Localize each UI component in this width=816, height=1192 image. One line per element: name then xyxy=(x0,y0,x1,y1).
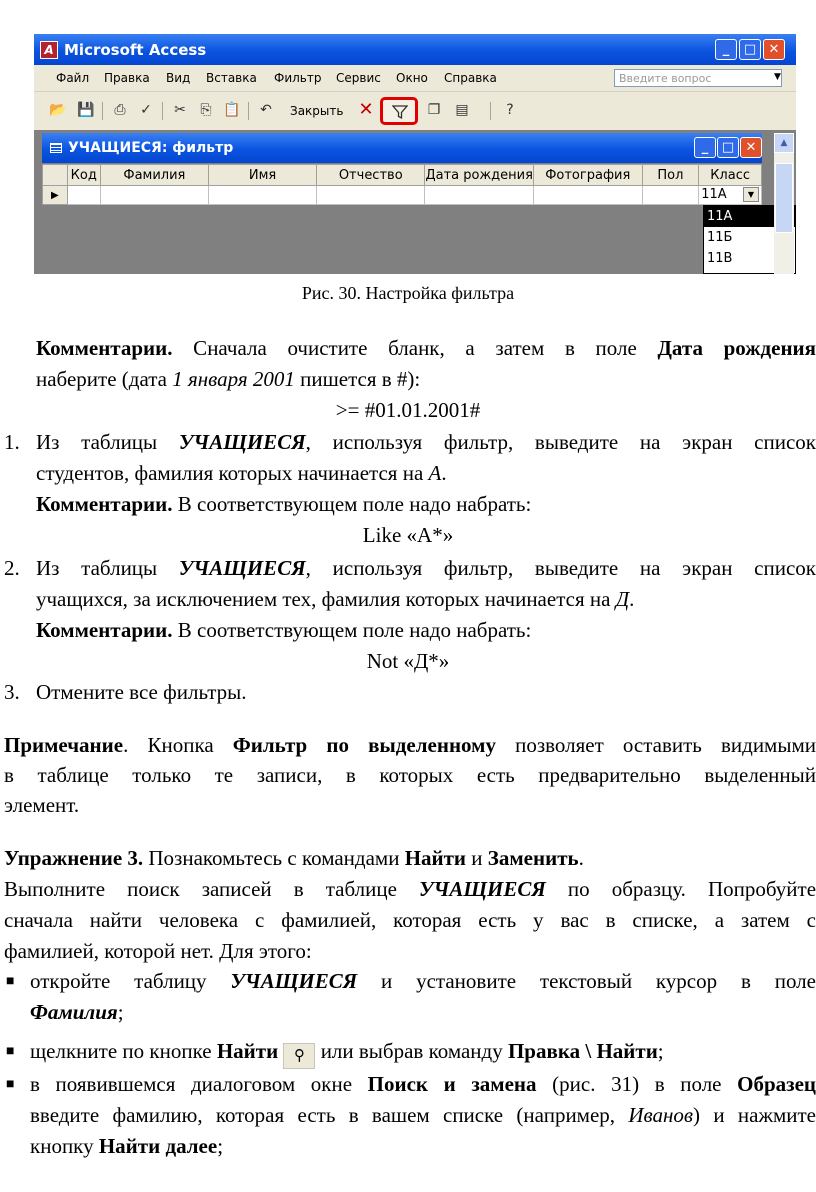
list-number: 3. xyxy=(4,680,20,704)
bold-text: Найти xyxy=(404,846,467,870)
text: Сначала очистите бланк, а затем в поле xyxy=(172,336,658,360)
formula-not: Not «Д*» xyxy=(366,649,450,673)
filter-window xyxy=(42,133,762,274)
save-icon[interactable]: 💾 xyxy=(77,102,95,118)
text: В соответствующем поле надо набрать: xyxy=(172,618,532,642)
bold-italic-text: УЧАЩИЕСЯ xyxy=(230,969,358,993)
toolbar-separator xyxy=(102,102,103,120)
help-icon[interactable]: ? xyxy=(506,102,514,118)
menu-insert[interactable]: Вставка xyxy=(206,71,257,85)
note-line-3: элемент. xyxy=(4,793,80,817)
item-3: Отмените все фильтры. xyxy=(36,680,247,704)
text: позволяет оставить видимыми xyxy=(495,733,816,757)
exercise-3-heading xyxy=(4,843,816,874)
maximize-icon[interactable]: □ xyxy=(717,137,739,158)
grid-header-row xyxy=(43,165,762,186)
bold-text: Заменить xyxy=(487,846,579,870)
figure-caption: Рис. 30. Настройка фильтра xyxy=(301,283,515,303)
bold-text: Найти xyxy=(216,1039,279,1063)
minimize-icon[interactable]: _ xyxy=(715,39,737,60)
dropdown-option[interactable]: 11Б xyxy=(707,230,733,245)
bullet-1-line-2 xyxy=(30,997,816,1028)
text: . Кнопка xyxy=(123,733,233,757)
toolbar-separator xyxy=(162,102,163,120)
dropdown-option[interactable]: 11А xyxy=(704,206,795,227)
toolbar xyxy=(34,92,796,130)
dropdown-option[interactable]: 11В xyxy=(707,251,733,266)
bold-text: Дата рождения xyxy=(657,336,816,360)
bold-text: Найти далее xyxy=(98,1134,218,1158)
chevron-down-icon[interactable]: ▼ xyxy=(774,72,781,82)
formula-like: Like «А*» xyxy=(362,523,454,547)
column-header: Пол xyxy=(642,165,699,186)
para-line-2: сначала найти человека с фамилией, которая есть у вас в списке, а затем с xyxy=(4,908,816,932)
filter-cell[interactable] xyxy=(642,186,699,205)
table-icon xyxy=(50,143,62,153)
text: ; xyxy=(657,1039,664,1063)
comment-2 xyxy=(36,489,816,520)
text: щелкните по кнопке xyxy=(30,1039,217,1063)
open-folder-icon[interactable]: 📂 xyxy=(49,102,67,118)
column-header: Дата рождения xyxy=(425,165,533,186)
bold-italic-text: УЧАЩИЕСЯ xyxy=(178,556,306,580)
app-title: Microsoft Access xyxy=(64,41,207,59)
text: Из таблицы xyxy=(36,556,179,580)
column-header: Фамилия xyxy=(100,165,208,186)
filter-cell[interactable] xyxy=(533,186,642,205)
item-1-line-1 xyxy=(36,427,816,458)
menu-help[interactable]: Справка xyxy=(444,71,497,85)
text: учащихся, за исключением тех, фамилия которых начинается на xyxy=(36,587,616,611)
column-header: Отчество xyxy=(317,165,425,186)
text: , используя фильтр, выведите на экран список xyxy=(305,430,816,454)
filter-funnel-icon xyxy=(392,104,408,120)
text: , используя фильтр, выведите на экран список xyxy=(305,556,816,580)
comment-3 xyxy=(36,615,816,646)
bold-italic-text: УЧАЩИЕСЯ xyxy=(178,430,306,454)
text: Познакомьтесь с командами xyxy=(143,846,405,870)
text: Из таблицы xyxy=(36,430,179,454)
bullet-3-line-2 xyxy=(30,1100,816,1131)
bold-text: Комментарии. xyxy=(36,618,173,642)
menu-tools[interactable]: Сервис xyxy=(336,71,381,85)
bold-text: Правка \ Найти xyxy=(507,1039,658,1063)
text: наберите (дата xyxy=(36,367,173,391)
class-filter-cell[interactable] xyxy=(699,186,762,205)
filter-window-title: УЧАЩИЕСЯ: фильтр xyxy=(68,140,234,156)
copy-icon[interactable]: ⎘ xyxy=(200,102,212,118)
new-object-icon[interactable]: ▤ xyxy=(455,102,469,118)
bold-italic-text: УЧАЩИЕСЯ xyxy=(419,877,546,901)
comment-1-line-1 xyxy=(36,333,816,364)
apply-filter-button[interactable] xyxy=(380,97,418,125)
bold-text: Комментарии. xyxy=(36,492,173,516)
menu-window[interactable]: Окно xyxy=(396,71,428,85)
bullet-icon: ■ xyxy=(6,974,15,989)
item-2-line-2 xyxy=(36,584,816,615)
bold-text: Поиск и замена xyxy=(367,1072,537,1096)
filter-grid xyxy=(42,164,762,205)
filter-cell[interactable] xyxy=(209,186,317,205)
text: в появившемся диалоговом окне xyxy=(30,1072,368,1096)
bullet-1-line-1 xyxy=(30,966,816,997)
window-icon[interactable]: ❐ xyxy=(427,102,441,118)
filter-window-titlebar xyxy=(42,133,762,163)
filter-row xyxy=(43,186,762,205)
italic-text: А xyxy=(428,461,442,485)
row-selector-header xyxy=(43,165,68,186)
text: откройте таблицу xyxy=(30,969,231,993)
toolbar-close-button[interactable]: Закрыть xyxy=(290,104,344,118)
italic-text: 1 января 2001 xyxy=(172,367,295,391)
class-filter-value: 11А xyxy=(701,187,727,202)
filter-cell[interactable] xyxy=(317,186,425,205)
spelling-icon[interactable]: ✓ xyxy=(140,102,152,118)
paste-icon[interactable]: 📋 xyxy=(223,102,241,118)
list-number: 1. xyxy=(4,430,20,454)
close-icon[interactable]: ✕ xyxy=(740,137,762,158)
clear-grid-icon[interactable]: ✕ xyxy=(358,99,374,120)
text: ; xyxy=(217,1134,224,1158)
comment-1-line-2 xyxy=(36,364,816,395)
bold-text: Комментарии. xyxy=(36,336,173,360)
menu-filter[interactable]: Фильтр xyxy=(274,71,322,85)
binoculars-icon: ⚲ xyxy=(283,1043,315,1069)
bold-text: Образец xyxy=(737,1072,816,1096)
item-2-line-1 xyxy=(36,553,816,584)
maximize-icon[interactable]: □ xyxy=(739,39,761,60)
text: и xyxy=(466,846,488,870)
menu-edit[interactable]: Правка xyxy=(104,71,150,85)
print-icon[interactable]: ⎙ xyxy=(114,102,126,118)
column-header: Имя xyxy=(209,165,317,186)
access-screenshot xyxy=(34,34,796,274)
text: . xyxy=(441,461,447,485)
text: ) и нажмите xyxy=(693,1103,816,1127)
toolbar-separator xyxy=(490,102,491,120)
column-header: Код xyxy=(67,165,100,186)
text: . xyxy=(578,846,584,870)
bullet-icon: ■ xyxy=(6,1044,15,1059)
undo-icon[interactable]: ↶ xyxy=(260,102,272,118)
filter-cell[interactable] xyxy=(67,186,100,205)
filter-cell[interactable] xyxy=(100,186,208,205)
row-selector[interactable]: ▶ xyxy=(43,186,68,205)
formula-date: >= #01.01.2001# xyxy=(335,398,481,422)
app-titlebar xyxy=(34,34,796,65)
text: пишется в #): xyxy=(294,367,421,391)
text: (рис. 31) в поле xyxy=(536,1072,738,1096)
bullet-icon: ■ xyxy=(6,1077,15,1092)
text: и установите текстовый курсор в поле xyxy=(357,969,816,993)
ask-question-input[interactable]: Введите вопрос xyxy=(614,69,782,87)
bullet-2 xyxy=(30,1036,816,1069)
menu-file[interactable]: Файл xyxy=(56,71,90,85)
minimize-icon[interactable]: _ xyxy=(694,137,716,158)
scroll-up-icon[interactable]: ▲ xyxy=(774,133,794,153)
bold-text: Фильтр по выделенному xyxy=(232,733,496,757)
access-logo-icon: A xyxy=(40,41,58,59)
bold-italic-text: Фамилия xyxy=(30,1000,118,1024)
text: . xyxy=(629,587,635,611)
text: по образцу. Попробуйте xyxy=(545,877,816,901)
text: кнопку xyxy=(30,1134,99,1158)
bold-text: Примечание xyxy=(4,733,124,757)
toolbar-separator xyxy=(248,102,249,120)
note-line-2: в таблице только те записи, в которых есть предварительно выделенный xyxy=(4,763,816,787)
list-number: 2. xyxy=(4,556,20,580)
close-icon[interactable]: ✕ xyxy=(763,39,785,60)
text: В соответствующем поле надо набрать: xyxy=(172,492,532,516)
bold-text: Упражнение 3. xyxy=(4,846,144,870)
cut-icon[interactable]: ✂ xyxy=(174,102,186,118)
filter-cell[interactable] xyxy=(425,186,533,205)
scroll-thumb[interactable] xyxy=(775,163,793,233)
note-line-1 xyxy=(4,730,816,761)
column-header: Фотография xyxy=(533,165,642,186)
menu-view[interactable]: Вид xyxy=(166,71,191,85)
text: или выбрав команду xyxy=(315,1039,508,1063)
italic-text: Иванов xyxy=(628,1103,694,1127)
text: введите фамилию, которая есть в вашем списке (например, xyxy=(30,1103,629,1127)
italic-text: Д xyxy=(615,587,630,611)
bullet-3-line-1 xyxy=(30,1069,816,1100)
column-header: Класс xyxy=(699,165,762,186)
text: студентов, фамилия которых начинается на xyxy=(36,461,429,485)
vertical-scrollbar[interactable] xyxy=(774,133,794,274)
bullet-3-line-3 xyxy=(30,1131,816,1162)
item-1-line-2 xyxy=(36,458,816,489)
para-line-1 xyxy=(4,874,816,905)
chevron-down-icon[interactable]: ▼ xyxy=(743,187,759,202)
para-line-3: фамилией, которой нет. Для этого: xyxy=(4,939,312,963)
text: ; xyxy=(117,1000,124,1024)
text: Выполните поиск записей в таблице xyxy=(4,877,420,901)
